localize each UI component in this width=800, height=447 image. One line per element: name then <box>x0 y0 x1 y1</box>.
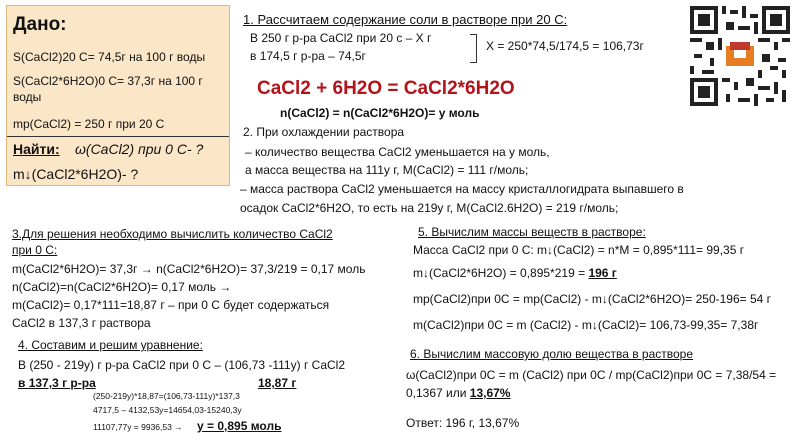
step5-title: 5. Вычислим массы веществ в растворе: <box>418 225 646 239</box>
find-label: Найти: <box>13 141 60 157</box>
step5-line-4: m(CaCl2)при 0С = m (CaCl2) - m↓(CaCl2)= 106,73-99,35= 7,38г <box>413 318 759 332</box>
mole-relation: n(CaCl2) = n(CaCl2*6H2O)= y моль <box>280 106 480 120</box>
y-answer: y = 0,895 моль <box>197 419 282 433</box>
step3-line-3: m(CaCl2)= 0,17*111=18,87 г – при 0 С будет содержаться <box>12 298 330 312</box>
step3-line-1: m(CaCl2*6H2O)= 37,3г → n(CaCl2*6H2O)= 37,3/219 = 0,17 моль <box>12 262 366 276</box>
step2-line-4: осадок CaCl2*6H2O, то есть на 219y г, M(CaCl2.6H2O) = 219 г/моль; <box>240 201 619 215</box>
step6-title: 6. Вычислим массовую долю вещества в растворе <box>410 347 694 361</box>
given-line-2: S(CaCl2*6H2O)0 C= 37,3г на 100 г <box>13 74 203 88</box>
given-line-1: S(CaCl2)20 C= 74,5г на 100 г воды <box>13 50 206 64</box>
calc-line-2: 4717,5 – 4132,53y=14654,03-15240,3y <box>93 405 242 415</box>
step6-line-1: ω(CaCl2)при 0С = m (CaCl2) при 0С / mр(CaCl2)при 0С = 7,38/54 = <box>406 368 777 382</box>
step4-line-2b: 18,87 г <box>258 376 297 390</box>
step5-line-2-text: m↓(CaCl2*6H2O) = 0,895*219 = <box>413 266 589 280</box>
find-question-2: m↓(CaCl2*6H2O)- ? <box>13 166 139 182</box>
find-question-1: ω(CaCl2) при 0 C- ? <box>75 141 204 157</box>
step2-title: 2. При охлаждении раствора <box>243 125 405 139</box>
given-line-3: mр(CaCl2) = 250 г при 20 C <box>13 117 165 131</box>
step3-title-2: при 0 С: <box>12 243 58 257</box>
step3-title-1: 3.Для решения необходимо вычислить количество CaCl2 <box>12 227 333 241</box>
step6-line-2 <box>406 386 510 401</box>
qr-code <box>690 6 790 106</box>
step1-row-1: В 250 г р-ра CaCl2 при 20 с – Х г <box>250 31 432 45</box>
step2-line-3: – масса раствора CaCl2 уменьшается на массу кристаллогидрата выпавшего в <box>240 182 684 196</box>
step2-line-1: – количество вещества CaCl2 уменьшается на y моль, <box>245 145 550 159</box>
reaction-equation: CaCl2 + 6H2O = CaCl2*6H2O <box>257 78 515 99</box>
step4-line-2a: в 137,3 г р-ра <box>18 376 96 390</box>
step5-line-1: Масса CaCl2 при 0 С: m↓(CaCl2) = n*M = 0,895*111= 99,35 г <box>413 243 745 257</box>
fraction-value: 0,1367 или <box>406 386 470 400</box>
step5-line-2 <box>413 266 617 281</box>
step1-title: 1. Рассчитаем содержание соли в растворе при 20 C: <box>243 12 568 27</box>
calc-line-3: 11107,77y = 9936,53 → <box>93 422 183 432</box>
step1-bracket <box>470 34 477 63</box>
step5-line-3: mр(CaCl2)при 0С = mр(CaCl2) - m↓(CaCl2*6H2O)= 250-196= 54 г <box>413 292 772 306</box>
given-line-2b: воды <box>13 90 42 104</box>
step4-line-1: В (250 - 219y) г р-ра CaCl2 при 0 С – (106,73 -111y) г CaCl2 <box>18 358 345 372</box>
step1-row-2: в 174,5 г р-ра – 74,5г <box>250 49 366 63</box>
given-divider <box>7 136 229 137</box>
final-answer: Ответ: 196 г, 13,67% <box>406 416 520 430</box>
given-panel <box>6 5 230 186</box>
step3-line-2: n(CaCl2)=n(CaCl2*6H2O)= 0,17 моль → <box>12 280 232 294</box>
crystal-mass: 196 г <box>588 266 617 280</box>
percent-value: 13,67% <box>469 386 511 400</box>
calc-line-1: (250-219y)*18,87=(106,73-111y)*137,3 <box>93 391 240 401</box>
given-heading: Дано: <box>13 14 67 35</box>
step2-line-2: а масса вещества на 111y г, M(CaCl2) = 111 г/моль; <box>245 163 529 177</box>
step4-title: 4. Составим и решим уравнение: <box>18 338 203 352</box>
step1-result: Х = 250*74,5/174,5 = 106,73г <box>486 39 644 53</box>
step3-line-4: CaCl2 в 137,3 г раствора <box>12 316 151 330</box>
